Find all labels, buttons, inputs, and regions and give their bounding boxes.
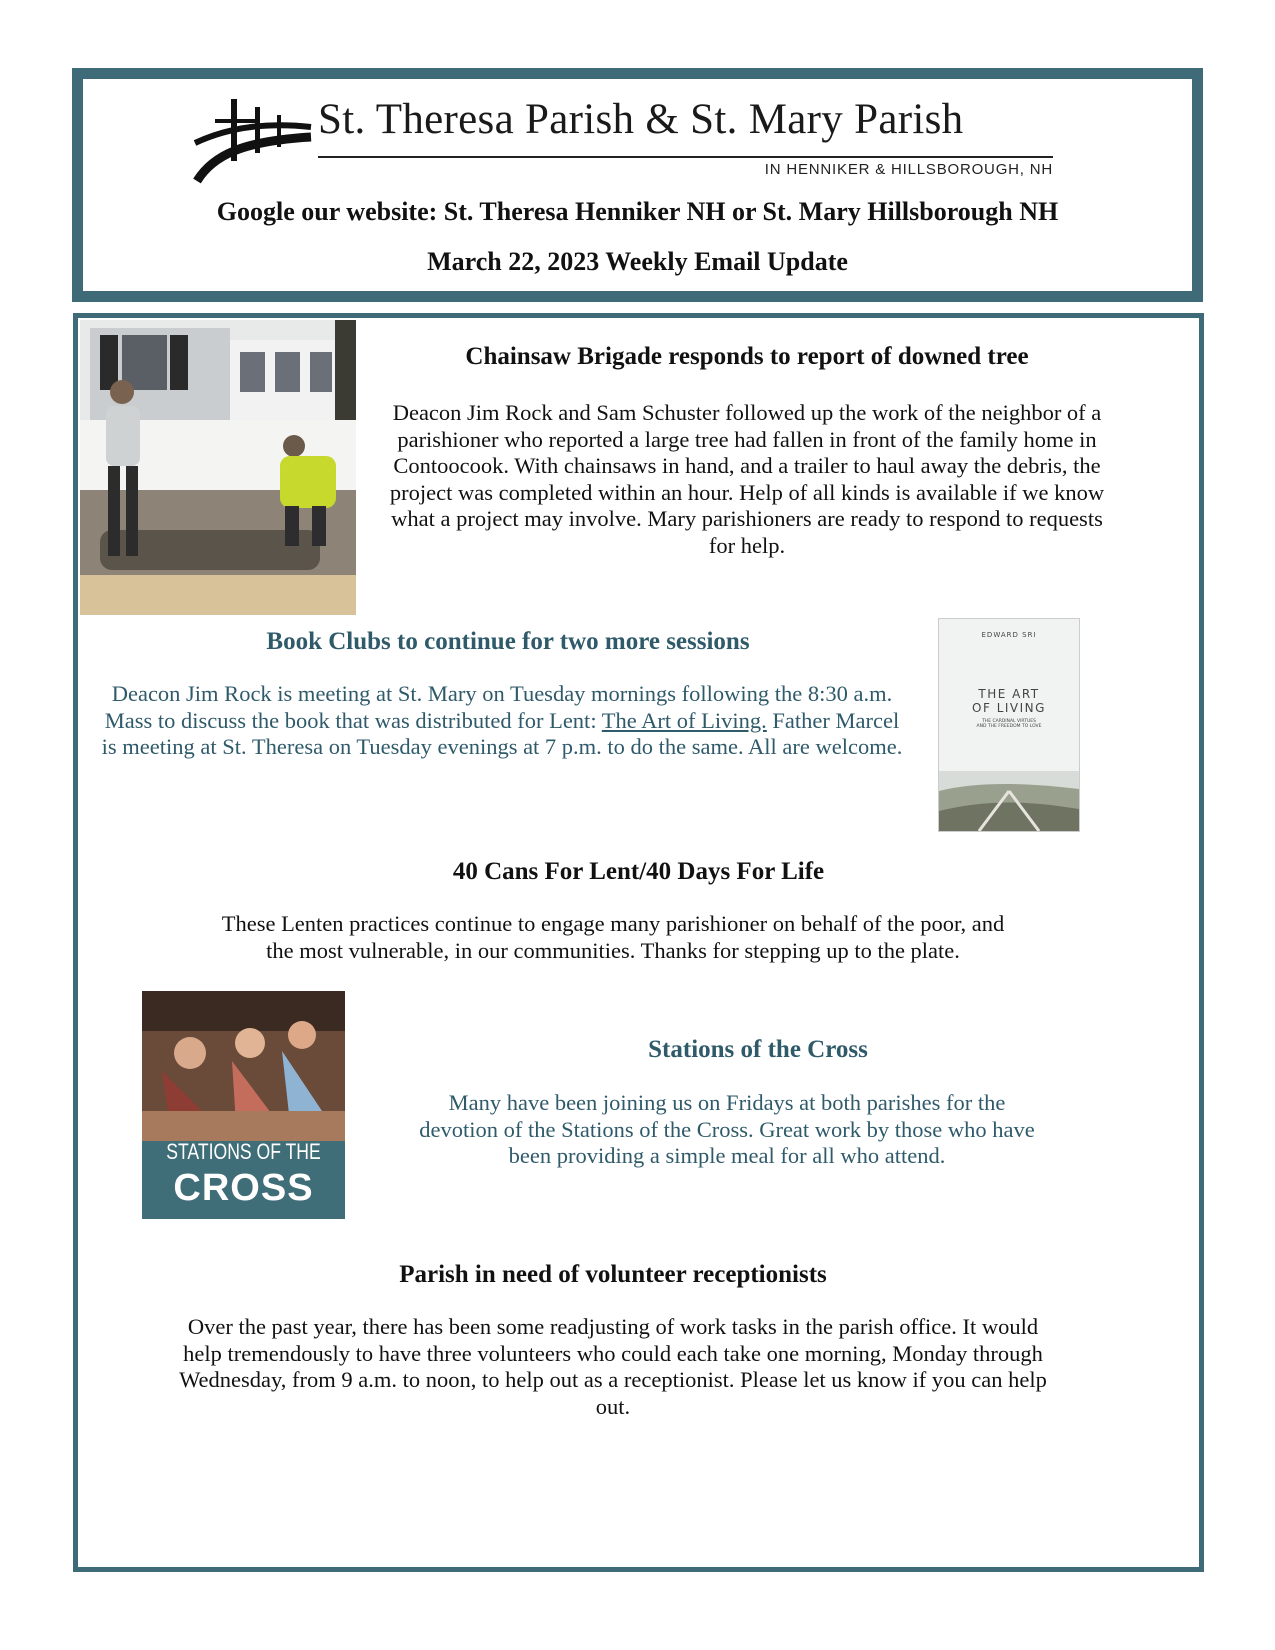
book-cover: [938, 618, 1080, 832]
cans-body: These Lenten practices continue to engage many parishioner on behalf of the poor, and the most vulnerable, in our communities. Thanks for stepping up to the plate.: [221, 911, 1005, 963]
website-line: Google our website: St. Theresa Henniker NH or St. Mary Hillsborough NH: [216, 197, 1059, 226]
logo-subtitle: IN HENNIKER & HILLSBOROUGH, NH: [764, 161, 1053, 178]
book-cover-subtitle-1: THE CARDINAL VIRTUES: [982, 719, 1036, 724]
book-cover-title-2: OF LIVING: [972, 701, 1046, 715]
chainsaw-body: Deacon Jim Rock and Sam Schuster followed up the work of the neighbor of a parishioner who reported a large tree had fallen in front of the family home in Contoocook. With chainsaws in hand, and a trailer to haul away the debris, the project was completed within an hour. Help of all kinds is available if we know what a project may involve. Mary parishioners are ready to respond to requests for help.: [389, 400, 1105, 558]
book-clubs-body: [96, 681, 908, 761]
book-cover-subtitle-2: AND THE FREEDOM TO LOVE: [976, 724, 1042, 729]
cans-title: 40 Cans For Lent/40 Days For Life: [452, 858, 825, 885]
book-clubs-body-after: Father Marcel is meeting at St. Theresa on Tuesday evenings at 7 p.m. to do the same. All are welcome.: [101, 707, 903, 759]
art-of-living-link[interactable]: The Art of Living.: [601, 707, 767, 733]
book-clubs-body-before: Deacon Jim Rock is meeting at St. Mary on Tuesday mornings following the 8:30 a.m. Mass to discuss the book that was distributed for Lent:: [104, 681, 893, 733]
book-cover-title-1: THE ART: [978, 687, 1040, 701]
logo-rule: [318, 156, 1053, 158]
date-line: March 22, 2023 Weekly Email Update: [427, 247, 848, 276]
header-frame: [72, 68, 1203, 302]
stations-title: Stations of the Cross: [648, 1036, 868, 1063]
stations-image-line-1: STATIONS OF THE: [166, 1139, 321, 1164]
receptionists-title: Parish in need of volunteer receptionists: [399, 1261, 827, 1288]
stations-image-line-2: CROSS: [173, 1167, 314, 1209]
logo-title: St. Theresa Parish & St. Mary Parish: [318, 96, 964, 143]
receptionists-body: Over the past year, there has been some readjusting of work tasks in the parish office. It would help tremendously to have three volunteers who could each take one morning, Monday through Wednesday, from 9 a.m. to noon, to help out as a receptionist. Please let us know if you can help out.: [179, 1314, 1047, 1419]
book-clubs-title: Book Clubs to continue for two more sessions: [266, 628, 750, 655]
parish-logo: [193, 93, 1053, 185]
stations-image: [142, 991, 345, 1219]
stations-body: Many have been joining us on Fridays at both parishes for the devotion of the Stations of the Cross. Great work by those who have been providing a simple meal for all who attend.: [419, 1090, 1035, 1168]
book-cover-landscape: [939, 771, 1079, 831]
chainsaw-title: Chainsaw Brigade responds to report of downed tree: [465, 343, 1029, 370]
chainsaw-photo: [80, 320, 356, 615]
content-frame: [73, 313, 1204, 1572]
bridge-cross-icon: [193, 93, 313, 185]
book-cover-author: EDWARD SRI: [981, 631, 1037, 639]
